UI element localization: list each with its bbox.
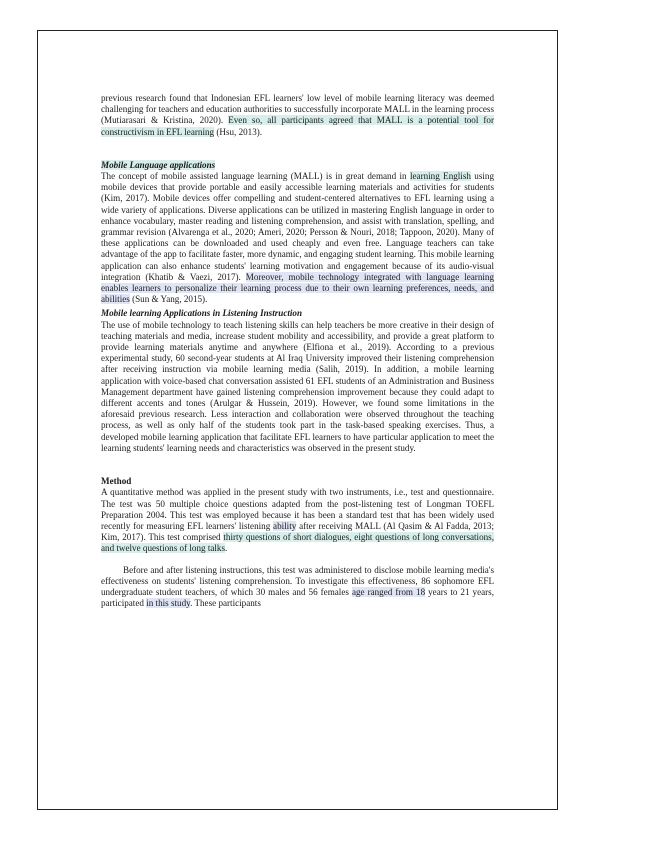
- heading-listening-instruction: Mobile learning Applications in Listening Instruction: [101, 308, 303, 319]
- method-paragraph-1: [101, 487, 494, 554]
- method-p1-highlight-1: ability: [273, 520, 297, 531]
- mobile-apps-text-3: (Sun & Yang, 2015).: [129, 294, 208, 305]
- intro-text-2: (Hsu, 2013).: [214, 126, 263, 137]
- heading-mobile-language-applications-text: Mobile Language applications: [101, 159, 216, 170]
- heading-mobile-language-applications: [101, 160, 494, 171]
- method-p1-text-2: after receiving MALL (Al Qasim & Al Fadda, 2013; Kim, 2017). This test comprised: [101, 520, 494, 543]
- mobile-apps-paragraph: [101, 171, 494, 305]
- intro-paragraph: [101, 93, 494, 138]
- method-p2-text-2: years to 21 years, participated: [101, 586, 494, 609]
- method-p2-highlight-1: age ranged from 18: [351, 586, 426, 597]
- intro-highlight-1: Even so, all participants agreed that MALL is a potential tool for constructivism in EFL learning: [101, 115, 494, 137]
- heading-method: Method: [101, 476, 132, 487]
- document-page: [37, 30, 558, 810]
- mobile-apps-text-2: using mobile devices that provide portable and easily accessible learning materials and activities for students (Kim, 2017). Mobile devices offer compelling and student-centered alternatives to EFL learning using a wide variety of applications. Diverse applications can be utilized in mastering English language in order to enhance vocabulary, master reading and listening comprehension, and assist with translation, spelling, and grammar revision (Alvarenga et al., 2020; Ameri, 2020; Persson & Nouri, 2018; Tappoon, 2020). Many of these applications can be downloaded and used cheaply and even free. Language teachers can take advantage of the app to facilitate faster, more dynamic, and engaging student learning. This mobile learning application can also enhance students' learning motivation and engagement because of its audio-visual integration (Khatib & Vaezi, 2017).: [101, 171, 494, 282]
- mobile-apps-text-1: The concept of mobile assisted language learning (MALL) is in great demand in: [101, 171, 410, 182]
- method-p2-text-3: . These participants: [190, 598, 261, 609]
- intro-text-1: previous research found that Indonesian EFL learners' low level of mobile learning literacy was deemed challenging for teachers and education authorities to successfully incorporate MALL in the learning process (Mutiarasari & Kristina, 2020).: [101, 93, 494, 126]
- listening-paragraph: The use of mobile technology to teach listening skills can help teachers be more creative in their design of teaching materials and media, increase student mobility and accessibility, and provide a great platform to provide learning materials anytime and anywhere (Elfiona et al., 2019). According to a previous experimental study, 60 second-year students at Al Iraq University improved their listening comprehension after receiving instruction via mobile learning media (Salih, 2019). In addition, a mobile learning application with voice-based chat conversation assisted 61 EFL students of an Administration and Business Management department have gained listening comprehension improvement because they could adapt to different accents and tones (Arulgar & Hussein, 2019). However, we found some limitations in the aforesaid previous research. Less interaction and collaboration were observed throughout the teaching process, as well as only half of the students took part in the task-based speaking exercises. Thus, a developed mobile learning application that facilitate EFL learners to have particular application to meet the learning students' learning needs and characteristics was observed in the present study.: [101, 319, 494, 453]
- mobile-apps-highlight-2: Moreover, mobile technology integrated with language learning enables learners to personalize their learning process due to their own learning preferences, needs, and abilities: [101, 271, 494, 305]
- method-p1-text-1: A quantitative method was applied in the present study with two instruments, i.e., test and questionnaire. The test was 50 multiple choice questions adapted from the post-listening test of Longman TOEFL Preparation 2004. This test was employed because it has been a standard test that has been widely used recently for measuring EFL learners' listening: [101, 487, 494, 531]
- method-paragraph-2: [101, 565, 494, 610]
- mobile-apps-highlight-1: learning English: [409, 171, 471, 182]
- method-p2-text-1: Before and after listening instructions, this test was administered to disclose mobile learning media's effectiveness on students' listening comprehension. To investigate this effectiveness, 86 sophomore EFL undergraduate student teachers, of which 30 males and 56 females: [101, 564, 494, 597]
- method-p1-text-3: .: [225, 543, 228, 554]
- method-p1-highlight-2: thirty questions of short dialogues, eight questions of long conversations, and twelve questions of long talks: [101, 532, 494, 554]
- page-content: [101, 93, 494, 609]
- method-p2-highlight-2: in this study: [146, 598, 191, 609]
